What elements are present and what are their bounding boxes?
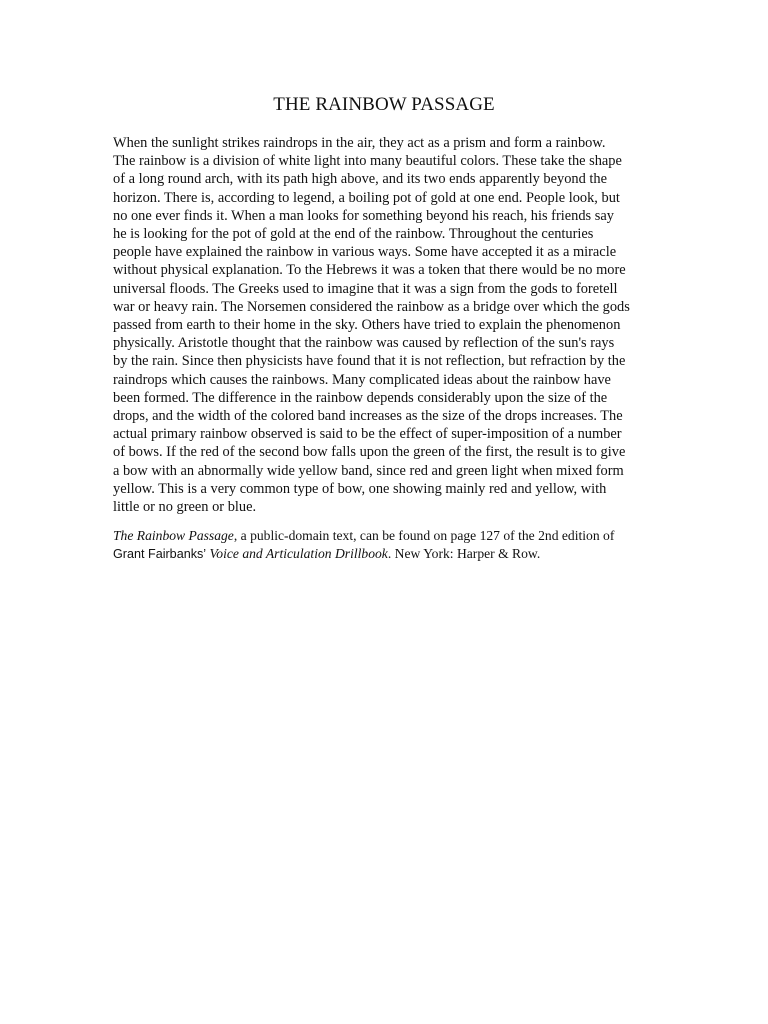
passage-line: passed from earth to their home in the sky. Others have tried to explain the phenomenon [113, 317, 621, 334]
passage-line: people have explained the rainbow in various ways. Some have accepted it as a miracle [113, 244, 617, 261]
passage-line: physically. Aristotle thought that the rainbow was caused by reflection of the sun's rays [113, 335, 615, 352]
passage-line: a bow with an abnormally wide yellow band, since red and green light when mixed form [113, 462, 624, 479]
passage-line: The rainbow is a division of white light into many beautiful colors. These take the shape [113, 153, 622, 170]
passage-line: he is looking for the pot of gold at the end of the rainbow. Throughout the centuries [113, 226, 594, 243]
citation [113, 527, 673, 563]
citation-line-2 [113, 545, 673, 563]
passage-line: no one ever finds it. When a man looks for something beyond his reach, his friends say [113, 207, 614, 224]
passage-line: been formed. The difference in the rainbow depends considerably upon the size of the [113, 389, 608, 406]
passage-line: raindrops which causes the rainbows. Many complicated ideas about the rainbow have [113, 371, 611, 388]
citation-text: , a public-domain text, can be found on page 127 of the 2nd edition of [233, 528, 615, 543]
passage-line: of a long round arch, with its path high above, and its two ends apparently beyond the [113, 171, 607, 188]
passage-line: When the sunlight strikes raindrops in the air, they act as a prism and form a rainbow. [113, 135, 606, 151]
citation-publisher: . New York: Harper & Row. [387, 546, 541, 561]
passage-line: of bows. If the red of the second bow falls upon the green of the first, the result is to give [113, 444, 626, 461]
passage-line: little or no green or blue. [113, 499, 257, 516]
passage-line: universal floods. The Greeks used to imagine that it was a sign from the gods to foretell [113, 280, 618, 297]
passage-line: horizon. There is, according to legend, a boiling pot of gold at one end. People look, but [113, 189, 620, 206]
passage-line: drops, and the width of the colored band increases as the size of the drops increases. The [113, 408, 623, 425]
citation-work-title: The Rainbow Passage [113, 528, 234, 543]
passage-line: actual primary rainbow observed is said to be the effect of super-imposition of a number [113, 426, 622, 443]
citation-book-title: Voice and Articulation Drillbook [209, 546, 388, 561]
citation-author: Grant Fairbanks’ [113, 547, 207, 561]
passage-line: by the rain. Since then physicists have found that it is not reflection, but refraction by the [113, 353, 626, 370]
passage-line: war or heavy rain. The Norsemen considered the rainbow as a bridge over which the gods [113, 298, 630, 315]
passage-text [113, 134, 663, 516]
passage-line: without physical explanation. To the Hebrews it was a token that there would be no more [113, 262, 626, 279]
passage-line: yellow. This is a very common type of bow, one showing mainly red and yellow, with [113, 480, 607, 497]
page-title: THE RAINBOW PASSAGE [273, 94, 495, 115]
citation-line-1 [113, 527, 673, 545]
